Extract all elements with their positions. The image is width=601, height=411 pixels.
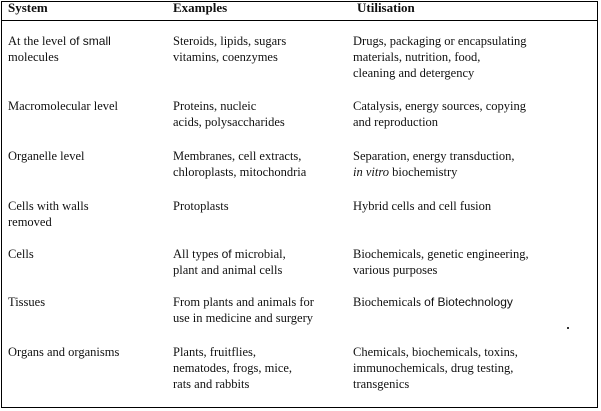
row-7-examples-line-3: rats and rabbits bbox=[173, 377, 250, 391]
row-5-utilisation-line-2: various purposes bbox=[353, 263, 438, 277]
row-2-utilisation-line-1: Catalysis, energy sources, copying bbox=[353, 99, 526, 113]
row-7-utilisation-line-2: immunochemicals, drug testing, bbox=[353, 361, 514, 375]
row-5-examples bbox=[173, 246, 286, 278]
row-6-system: Tissues bbox=[8, 295, 46, 309]
row-4-examples: Protoplasts bbox=[173, 199, 229, 213]
row-7-examples bbox=[173, 344, 292, 392]
row-6-examples-line-2: use in medicine and surgery bbox=[173, 311, 314, 325]
row-3-utilisation bbox=[353, 148, 515, 180]
row-1-system-part-c: molecules bbox=[8, 50, 59, 64]
row-1-system-part-a: At the level bbox=[8, 34, 70, 48]
row-1-examples-line-1: Steroids, lipids, sugars bbox=[173, 34, 287, 48]
row-3-utilisation-line-1: Separation, energy transduction, bbox=[353, 149, 515, 163]
row-2-examples bbox=[173, 98, 285, 130]
row-3-examples-line-2: chloroplasts, mitochondria bbox=[173, 165, 307, 179]
row-2-utilisation bbox=[353, 98, 526, 130]
row-6-examples-line-1: From plants and animals for bbox=[173, 295, 314, 309]
row-5-examples-part-c: microbial, bbox=[231, 247, 286, 261]
row-1-examples-line-2: vitamins, coenzymes bbox=[173, 50, 278, 64]
header-utilisation: Utilisation bbox=[357, 0, 415, 15]
row-4-system-line-1: Cells with walls bbox=[8, 199, 89, 213]
row-5-utilisation bbox=[353, 246, 529, 278]
row-5-examples-part-a: All types bbox=[173, 247, 222, 261]
row-4-system-line-2: removed bbox=[8, 215, 52, 229]
row-6-examples bbox=[173, 294, 314, 326]
row-7-examples-line-2: nematodes, frogs, mice, bbox=[173, 361, 293, 375]
row-7-utilisation-line-1: Chemicals, biochemicals, toxins, bbox=[353, 345, 518, 359]
row-5-examples-part-b: of bbox=[221, 247, 232, 261]
row-7-system: Organs and organisms bbox=[8, 345, 120, 359]
row-3-system: Organelle level bbox=[8, 149, 85, 163]
row-1-utilisation bbox=[353, 33, 527, 81]
stray-dot bbox=[567, 327, 569, 329]
row-2-utilisation-line-2: and reproduction bbox=[353, 115, 439, 129]
row-5-utilisation-line-1: Biochemicals, genetic engineering, bbox=[353, 247, 529, 261]
row-1-utilisation-line-1: Drugs, packaging or encapsulating bbox=[353, 34, 527, 48]
row-7-examples-line-1: Plants, fruitflies, bbox=[173, 345, 256, 359]
header-examples: Examples bbox=[173, 0, 228, 15]
row-5-system: Cells bbox=[8, 247, 34, 261]
row-3-examples bbox=[173, 148, 306, 180]
row-6-utilisation bbox=[353, 294, 513, 310]
row-1-utilisation-line-3: cleaning and detergency bbox=[353, 66, 475, 80]
row-1-system bbox=[8, 33, 158, 65]
row-4-system bbox=[8, 198, 158, 230]
row-2-examples-line-1: Proteins, nucleic bbox=[173, 99, 257, 113]
row-2-system: Macromolecular level bbox=[8, 99, 119, 113]
row-1-utilisation-line-2: materials, nutrition, food, bbox=[353, 50, 481, 64]
row-5-examples-line-2: plant and animal cells bbox=[173, 263, 283, 277]
row-3-examples-line-1: Membranes, cell extracts, bbox=[173, 149, 302, 163]
row-1-system-part-b: of small bbox=[69, 34, 111, 48]
row-3-utilisation-rest: biochemistry bbox=[389, 165, 458, 179]
header-rule bbox=[2, 20, 597, 21]
in-vitro-italic: in vitro bbox=[353, 165, 389, 179]
row-5-examples-line-1 bbox=[173, 246, 286, 262]
row-1-examples bbox=[173, 33, 286, 65]
row-4-utilisation: Hybrid cells and cell fusion bbox=[353, 199, 492, 213]
row-6-utilisation-part-b: of Biotechnology bbox=[424, 295, 513, 309]
row-7-utilisation-line-3: transgenics bbox=[353, 377, 410, 391]
row-7-utilisation bbox=[353, 344, 518, 392]
row-2-examples-line-2: acids, polysaccharides bbox=[173, 115, 285, 129]
row-3-utilisation-line-2 bbox=[353, 164, 515, 180]
header-system: System bbox=[8, 0, 48, 15]
row-6-utilisation-part-a: Biochemicals bbox=[353, 295, 425, 309]
